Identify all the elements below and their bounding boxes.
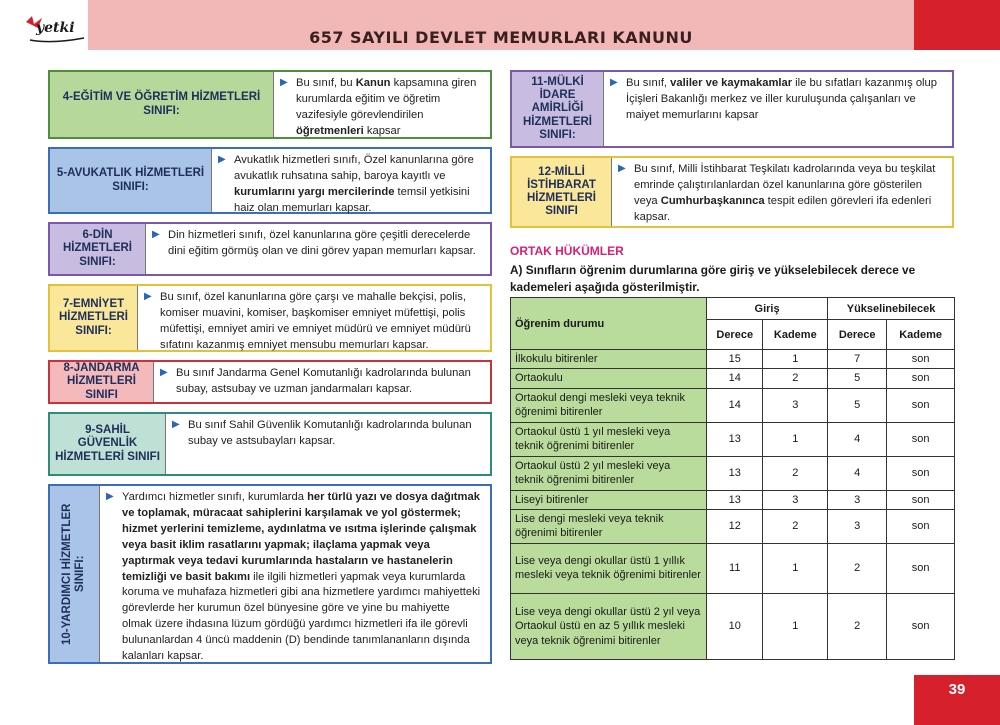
column-header: Kademe xyxy=(887,320,955,350)
value-cell: son xyxy=(887,388,955,422)
value-cell: son xyxy=(887,456,955,490)
value-cell: 3 xyxy=(763,388,828,422)
column-header: Öğrenim durumu xyxy=(511,298,707,350)
row-label-cell: Liseyi bitirenler xyxy=(511,490,707,509)
bullet-arrow-icon: ▶ xyxy=(218,154,226,165)
row-label-cell: Lise dengi mesleki veya teknik öğrenimi bitirenler xyxy=(511,509,707,543)
row-label-cell: Lise veya dengi okullar üstü 2 yıl veya Ortaokul üstü en az 5 yıllık mesleki veya teknik öğrenimi bitirenler xyxy=(511,593,707,659)
table-row xyxy=(511,456,955,490)
category-box xyxy=(48,222,492,276)
group-header-promotion: Yükselinebilecek xyxy=(828,298,955,320)
bullet-arrow-icon: ▶ xyxy=(160,367,168,378)
page-header xyxy=(0,0,1000,50)
value-cell: 2 xyxy=(828,593,887,659)
page-title: 657 SAYILI DEVLET MEMURLARI KANUNU xyxy=(309,28,693,47)
page-number: 39 xyxy=(914,675,1000,725)
category-label: 11-MÜLKİ İDARE AMİRLİĞİ HİZMETLERİ SINIFI: xyxy=(512,72,604,146)
category-description xyxy=(138,286,490,350)
education-degree-table xyxy=(510,297,955,660)
bold-text: kurumlarını yargı mercilerinde xyxy=(234,185,395,198)
value-cell: son xyxy=(887,350,955,369)
text: Avukatlık hizmetleri sınıfı, Özel kanunlarına göre avukatlık ruhsatına sahip, baroya kayıtlı ve xyxy=(234,154,474,182)
row-label-cell: Ortaokul üstü 2 yıl mesleki veya teknik öğrenimi bitirenler xyxy=(511,456,707,490)
value-cell: 3 xyxy=(763,490,828,509)
row-label-cell: Ortaokulu xyxy=(511,369,707,388)
category-box xyxy=(48,484,492,664)
bold-text: Cumhurbaşkanınca xyxy=(660,194,765,207)
value-cell: son xyxy=(887,490,955,509)
category-label: 5-AVUKATLIK HİZMETLERİ SINIFI: xyxy=(50,149,212,212)
category-description xyxy=(604,72,952,146)
value-cell: son xyxy=(887,369,955,388)
text: Bu sınıf, xyxy=(626,77,671,89)
value-cell: 10 xyxy=(707,593,763,659)
row-label-cell: Ortaokul üstü 1 yıl mesleki veya teknik öğrenimi bitirenler xyxy=(511,422,707,456)
publisher-logo xyxy=(22,14,92,48)
column-header: Derece xyxy=(707,320,763,350)
category-label xyxy=(50,486,100,662)
value-cell: 2 xyxy=(763,456,828,490)
value-cell: 12 xyxy=(707,509,763,543)
text: Bu sınıf Jandarma Genel Komutanlığı kadrolarında bulunan subay, astsubay ve uzman jandarmaları kapsar. xyxy=(176,367,471,395)
logo-text: yetki xyxy=(36,20,75,36)
text: ile bu sıfatları kazanmış olup İçişleri Bakanlığı merkez ve iller kuruluşunda çalışanları ve maiyet memurlarını kapsar xyxy=(626,77,937,121)
bold-text: Kanun xyxy=(355,77,391,89)
value-cell: 14 xyxy=(707,369,763,388)
text: ile ilgili hizmetleri yapmak veya kurumlarda koruma ve muhafaza hizmetleri gibi ana hizmetlere yardımcı mahiyetteki görevlerde her kurumun özel bünyesine göre ve yine bu mahiyette olmak üzere ihdasına lüzum gördüğü yardımcı hizmetleri ifa ile görevli bulunanlardan 4 üncü maddenin (D) bendinde tanımlananların dışında kalanları kapsar. xyxy=(122,570,481,663)
text: Bu sınıf, bu xyxy=(296,77,356,89)
category-box xyxy=(48,412,492,476)
value-cell: 1 xyxy=(763,350,828,369)
text: Bu sınıf, Milli İstihbarat Teşkilatı kadrolarında veya bu teşkilat emrinde çalıştırılanlardan özel kanunlarına göre gösterilen veya xyxy=(634,163,936,207)
table-row xyxy=(511,593,955,659)
bullet-arrow-icon: ▶ xyxy=(280,77,288,88)
text: kapsar xyxy=(363,124,401,137)
category-description xyxy=(154,362,490,402)
value-cell: son xyxy=(887,593,955,659)
category-description xyxy=(100,486,490,662)
text: Yardımcı hizmetler sınıfı, kurumlarda xyxy=(122,491,308,503)
table-row xyxy=(511,509,955,543)
category-label-text: 10-YARDIMCI HİZMETLER SINIFI: xyxy=(61,503,87,645)
text: temsil yetkisini haiz olan memurları kapsar. xyxy=(234,185,470,214)
category-label: 7-EMNİYET HİZMETLERİ SINIFI: xyxy=(50,286,138,350)
bullet-arrow-icon: ▶ xyxy=(152,229,160,240)
category-description xyxy=(166,414,490,474)
category-description xyxy=(212,149,490,212)
category-box xyxy=(48,70,492,139)
table-row xyxy=(511,369,955,388)
value-cell: 13 xyxy=(707,490,763,509)
value-cell: 5 xyxy=(828,388,887,422)
value-cell: 7 xyxy=(828,350,887,369)
value-cell: son xyxy=(887,543,955,593)
value-cell: son xyxy=(887,509,955,543)
value-cell: 3 xyxy=(828,509,887,543)
category-label: 6-DİN HİZMETLERİ SINIFI: xyxy=(50,224,146,274)
text: Bu sınıf Sahil Güvenlik Komutanlığı kadrolarında bulunan subay ve astsubayları kapsar. xyxy=(188,419,472,447)
table-row xyxy=(511,388,955,422)
category-box xyxy=(48,360,492,404)
bullet-arrow-icon: ▶ xyxy=(618,163,626,174)
category-label: 8-JANDARMA HİZMETLERİ SINIFI xyxy=(50,362,154,402)
header-corner xyxy=(914,0,1000,50)
table-row xyxy=(511,543,955,593)
value-cell: 14 xyxy=(707,388,763,422)
text: kapsamına giren kurumlarda eğitim ve öğretim vazifesiyle görevlendirilen xyxy=(296,77,477,121)
value-cell: 2 xyxy=(763,509,828,543)
bullet-arrow-icon: ▶ xyxy=(106,491,114,502)
bold-text: her türlü yazı ve dosya dağıtmak ve toplamak, müracaat sahiplerini karşılamak ve yol göstermek; hizmet yerlerini temizleme, aydınlatma ve ısıtma işlerinde çalışmak veya basit iklim rasatlarını yapmak; ilaçlama yapmak veya yaptırmak veya tedavi kurumlarında hastaların ve hastanelerin temizliği ve basit bakımı xyxy=(122,491,480,583)
category-description xyxy=(146,224,490,274)
value-cell: 13 xyxy=(707,422,763,456)
category-box xyxy=(48,147,492,214)
value-cell: 5 xyxy=(828,369,887,388)
value-cell: 1 xyxy=(763,422,828,456)
bold-text: öğretmenleri xyxy=(296,124,364,137)
value-cell: 15 xyxy=(707,350,763,369)
table-row xyxy=(511,490,955,509)
table-body xyxy=(511,350,955,660)
bullet-arrow-icon: ▶ xyxy=(610,77,618,88)
table-row xyxy=(511,422,955,456)
category-label: 12-MİLLİ İSTİHBARAT HİZMETLERİ SINIFI xyxy=(512,158,612,226)
value-cell: 1 xyxy=(763,543,828,593)
row-label-cell: Ortaokul dengi mesleki veya teknik öğrenimi bitirenler xyxy=(511,388,707,422)
category-box xyxy=(48,284,492,352)
text: tespit edilen görevleri ifa edenleri kapsar. xyxy=(634,194,932,223)
text: Bu sınıf, özel kanunlarına göre çarşı ve mahalle bekçisi, polis, komiser muavini, komiser, başkomiser emniyet müfettişi, polis müfettişi, emniyet amiri ve emniyet müdürü ve emniyet müdürü sıfatını kazanmış emniyet mensubu memurları kapsar. xyxy=(160,291,471,351)
value-cell: son xyxy=(887,422,955,456)
text: Din hizmetleri sınıfı, özel kanunlarına göre çeşitli derecelerde dini eğitim görmüş olan ve dini görev yapan memurları kapsar. xyxy=(168,229,476,257)
row-label-cell: İlkokulu bitirenler xyxy=(511,350,707,369)
value-cell: 2 xyxy=(763,369,828,388)
table-group-header-row xyxy=(511,298,955,320)
category-box xyxy=(510,156,954,228)
value-cell: 1 xyxy=(763,593,828,659)
value-cell: 4 xyxy=(828,456,887,490)
table-row xyxy=(511,350,955,369)
category-label: 4-EĞİTİM VE ÖĞRETİM HİZMETLERİ SINIFI: xyxy=(50,72,274,137)
column-header: Kademe xyxy=(763,320,828,350)
section-title: ORTAK HÜKÜMLER xyxy=(510,244,624,258)
bold-text: valiler ve kaymakamlar xyxy=(670,77,793,89)
category-description xyxy=(612,158,952,226)
bullet-arrow-icon: ▶ xyxy=(144,291,152,302)
row-label-cell: Lise veya dengi okullar üstü 1 yıllık mesleki veya teknik öğrenimi bitirenler xyxy=(511,543,707,593)
section-intro: A) Sınıfların öğrenim durumlarına göre giriş ve yükselebilecek derece ve kademeleri aşağıda gösterilmiştir. xyxy=(510,263,916,295)
value-cell: 11 xyxy=(707,543,763,593)
value-cell: 3 xyxy=(828,490,887,509)
column-header: Derece xyxy=(828,320,887,350)
bullet-arrow-icon: ▶ xyxy=(172,419,180,430)
value-cell: 13 xyxy=(707,456,763,490)
category-description xyxy=(274,72,490,137)
group-header-entry: Giriş xyxy=(707,298,828,320)
category-box xyxy=(510,70,954,148)
value-cell: 4 xyxy=(828,422,887,456)
category-label: 9-SAHİL GÜVENLİK HİZMETLERİ SINIFI xyxy=(50,414,166,474)
value-cell: 2 xyxy=(828,543,887,593)
